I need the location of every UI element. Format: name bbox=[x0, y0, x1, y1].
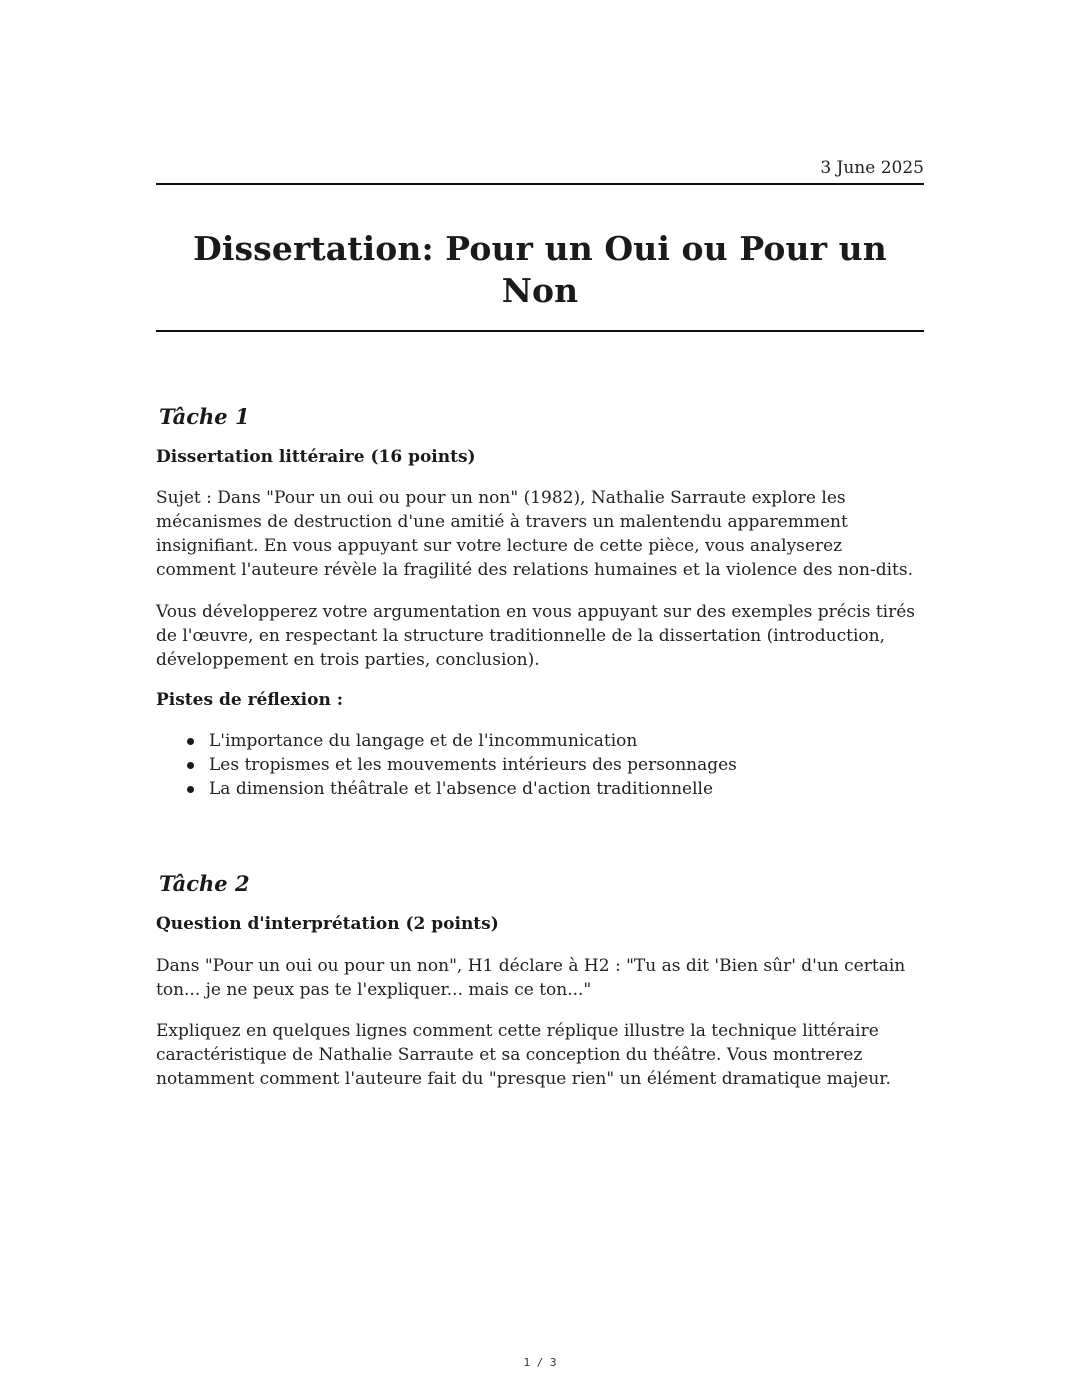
list-item-text: L'importance du langage et de l'incommunication bbox=[209, 731, 638, 751]
bullet-icon bbox=[187, 786, 194, 793]
header-bottom-rule bbox=[156, 330, 924, 332]
list-item bbox=[156, 753, 737, 777]
task-2-subheading: Question d'interprétation (2 points) bbox=[156, 914, 499, 934]
header-top-rule bbox=[156, 183, 924, 185]
page-number: 1 / 3 bbox=[523, 1356, 557, 1369]
document-title: Dissertation: Pour un Oui ou Pour un Non bbox=[193, 229, 887, 310]
task-1-paragraph-1: Sujet : Dans "Pour un oui ou pour un non" (1982), Nathalie Sarraute explore les mécanismes de destruction d'une amitié à travers un malentendu apparemment insignifiant. En vous appuyant sur votre lecture de cette pièce, vous analyserez comment l'auteure révèle la fragilité des relations humaines et la violence des non-dits. bbox=[156, 488, 913, 580]
list-item bbox=[156, 777, 737, 801]
task-1-heading: Tâche 1 bbox=[159, 404, 250, 429]
task-2-paragraph-2: Expliquez en quelques lignes comment cette réplique illustre la technique littéraire caractéristique de Nathalie Sarraute et sa conception du théâtre. Vous montrerez notamment comment l'auteure fait du "presque rien" un élément dramatique majeur. bbox=[156, 1021, 891, 1089]
document-page bbox=[156, 0, 924, 1397]
list-item-text: Les tropismes et les mouvements intérieurs des personnages bbox=[209, 755, 737, 775]
task-1-subheading: Dissertation littéraire (16 points) bbox=[156, 447, 476, 467]
list-item bbox=[156, 729, 737, 753]
document-date: 3 June 2025 bbox=[820, 158, 924, 178]
bullet-icon bbox=[187, 738, 194, 745]
pistes-list bbox=[156, 729, 737, 801]
bullet-icon bbox=[187, 762, 194, 769]
task-1-paragraph-2: Vous développerez votre argumentation en vous appuyant sur des exemples précis tirés de l'œuvre, en respectant la structure traditionnelle de la dissertation (introduction, développement en trois parties, conclusion). bbox=[156, 602, 916, 670]
task-2-heading: Tâche 2 bbox=[159, 871, 250, 896]
pistes-label: Pistes de réflexion : bbox=[156, 690, 344, 710]
task-2-paragraph-1: Dans "Pour un oui ou pour un non", H1 déclare à H2 : "Tu as dit 'Bien sûr' d'un certain ton... je ne peux pas te l'expliquer... mais ce ton..." bbox=[156, 956, 906, 1000]
list-item-text: La dimension théâtrale et l'absence d'action traditionnelle bbox=[209, 779, 714, 799]
